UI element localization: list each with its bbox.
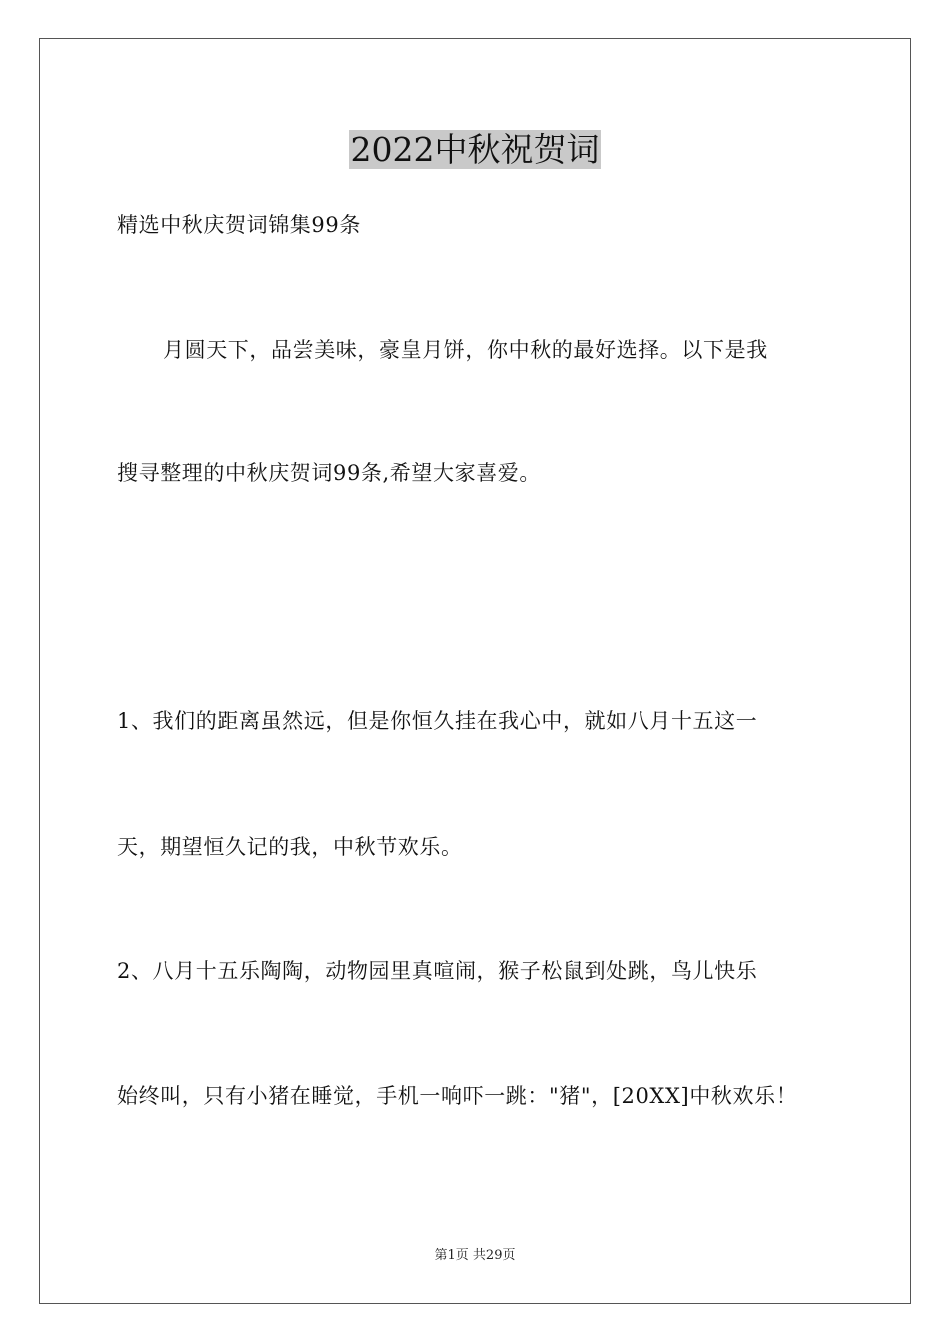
page-footer: 第1页 共29页 [434, 1248, 516, 1263]
paragraph-line: 月圆天下，品尝美味，豪皇月饼，你中秋的最好选择。以下是我 [163, 338, 768, 362]
document-subtitle: 精选中秋庆贺词锦集99条 [117, 213, 361, 237]
paragraph-line: 天，期望恒久记的我，中秋节欢乐。 [117, 835, 463, 859]
document-title-text: 2022中秋祝贺词 [350, 130, 600, 169]
paragraph-line: 2、八月十五乐陶陶，动物园里真喧闹，猴子松鼠到处跳，鸟儿快乐 [117, 959, 758, 983]
paragraph-line: 1、我们的距离虽然远，但是你恒久挂在我心中，就如八月十五这一 [117, 709, 758, 733]
document-title [0, 128, 950, 172]
paragraph-line: 搜寻整理的中秋庆贺词99条,希望大家喜爱。 [117, 461, 541, 485]
paragraph-line: 始终叫，只有小猪在睡觉，手机一响吓一跳："猪"，[20XX]中秋欢乐！ [117, 1084, 798, 1108]
